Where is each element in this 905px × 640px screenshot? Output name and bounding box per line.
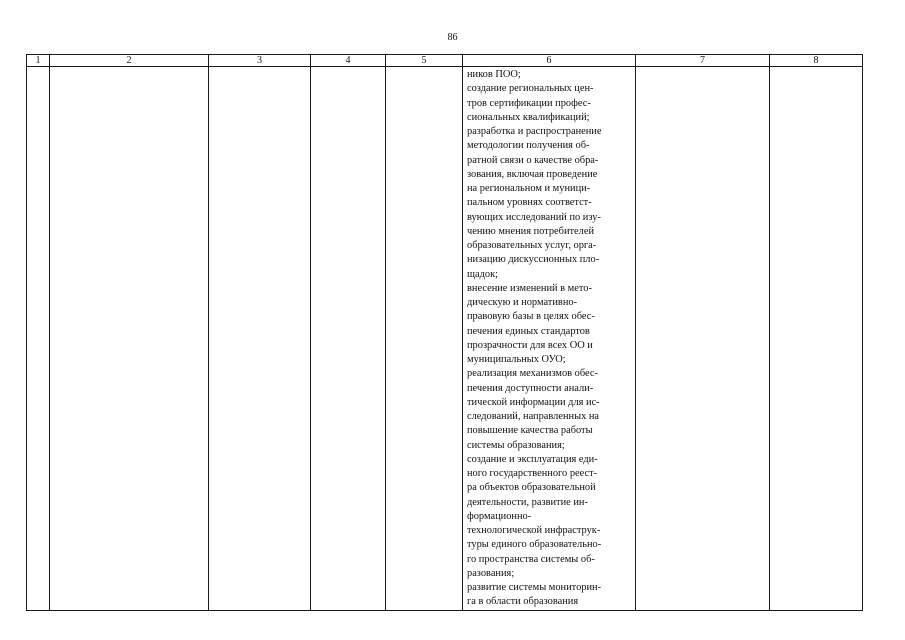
text-line: низацию дискуссионных пло- <box>467 254 600 266</box>
cell-col-8 <box>770 67 863 611</box>
text-line: зования, включая проведение <box>467 168 598 180</box>
text-line: пальном уровнях соответст- <box>467 197 592 209</box>
text-line: системы образования; <box>467 439 565 451</box>
text-line: разработка и распространение <box>467 126 602 137</box>
text-line: печения единых стандартов <box>467 325 590 337</box>
text-line: разования; <box>467 567 515 579</box>
column-header-1: 1 <box>27 55 50 67</box>
column-header-6: 6 <box>463 55 636 67</box>
text-line: образовательных услуг, орга- <box>467 240 597 251</box>
table-row <box>27 67 863 611</box>
text-line: методологии получения об- <box>467 140 590 152</box>
text-line: тров сертификации профес- <box>467 97 591 109</box>
text-line: га в области образования <box>467 596 579 608</box>
text-line: прозрачности для всех ОО и <box>467 339 593 351</box>
text-line: повышение качества работы <box>467 425 593 437</box>
text-line: создание и эксплуатация еди- <box>467 453 598 465</box>
text-line: вующих исследований по изу- <box>467 211 601 223</box>
text-line: формационно- <box>467 510 532 522</box>
column-header-3: 3 <box>209 55 311 67</box>
text-line: тической информации для ис- <box>467 396 600 408</box>
text-line: го пространства системы об- <box>467 553 595 565</box>
cell-col-6-measures <box>463 67 636 611</box>
column-header-8: 8 <box>770 55 863 67</box>
text-line: печения доступности анали- <box>467 382 594 394</box>
cell-col-5 <box>386 67 463 611</box>
text-line: ного государственного реест- <box>467 468 598 479</box>
cell-col-4 <box>311 67 386 611</box>
cell-col-1 <box>27 67 50 611</box>
text-line: ников ПОО; <box>467 69 521 80</box>
text-line: ратной связи о качестве обра- <box>467 154 599 166</box>
text-line: туры единого образовательно- <box>467 539 602 551</box>
text-line: деятельности, развитие ин- <box>467 496 588 508</box>
text-line: муниципальных ОУО; <box>467 354 566 365</box>
text-line: правовую базы в целях обес- <box>467 311 595 323</box>
text-line: на региональном и муници- <box>467 183 591 194</box>
column-header-4: 4 <box>311 55 386 67</box>
document-table <box>26 54 863 611</box>
cell-col-3 <box>209 67 311 611</box>
text-line: внесение изменений в мето- <box>467 282 592 294</box>
text-line: дическую и нормативно- <box>467 297 578 308</box>
header-row <box>27 55 863 67</box>
text-line: сиональных квалификаций; <box>467 111 590 123</box>
text-line: чению мнения потребителей <box>467 225 595 237</box>
page-number: 86 <box>447 32 458 43</box>
column-header-5: 5 <box>386 55 463 67</box>
text-line: создание региональных цен- <box>467 83 594 95</box>
cell-col-2 <box>50 67 209 611</box>
text-line: щадок; <box>467 268 499 280</box>
text-line: следований, направленных на <box>467 411 600 422</box>
text-line: развитие системы мониторин- <box>467 582 602 593</box>
column-header-2: 2 <box>50 55 209 67</box>
text-line: ра объектов образовательной <box>467 482 596 494</box>
text-line: технологической инфраструк- <box>467 525 601 536</box>
text-line: реализация механизмов обес- <box>467 368 598 380</box>
column-header-7: 7 <box>636 55 770 67</box>
cell-col-7 <box>636 67 770 611</box>
